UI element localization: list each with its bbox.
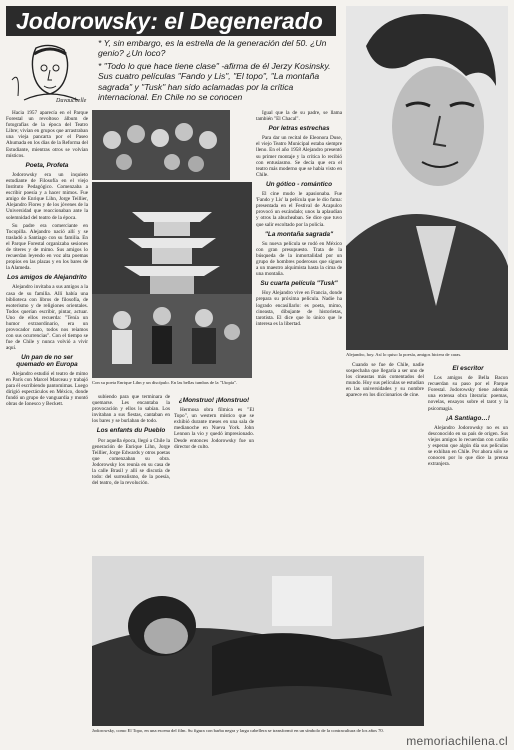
portrait-caption: Alejandro, hoy. Así lo quiso la poesía, amigos hiciera de caras. xyxy=(346,352,462,357)
section-heading: Un pan de no ser quemado en Europa xyxy=(16,354,78,368)
body-paragraph: Cuando se fue de Chile, nadie sospechaba que llegaría a ser uno de los cineastas más comentados del mundo. Hoy sus películas se estudian en las universidades y su nombre aparece en los diccionarios de cine. xyxy=(346,362,424,399)
watermark: memoriachilena.cl xyxy=(406,734,508,748)
text-column-3 xyxy=(256,110,342,552)
pagoda-photo xyxy=(92,182,252,378)
body-paragraph: Jodorowsky era un inquieto estudiante de Filosofía en el viejo Instituto Pedagógico. Comenzaba a escribir poesía y a hacer mimos. Fue amigo de Enrique Lihn, Jorge Teillier, Alejandro Flores y de los jóvenes de la Universidad que reaccionaban ante la solemnidad del teatro de la época. xyxy=(6,171,88,221)
body-paragraph: Alejandro invitaba a sus amigos a la casa de su familia. Allí había una biblioteca con libros de filosofía, de esoterismo y de religiones orientales. Todos querían escribir, pintar, actuar. Uno de ellos recuerda: "Tenía un humor extraordinario, era un provocador nato, todos nos reíamos con sus ocurrencias". Con el tiempo se fue de Chile y nunca volvió a vivir aquí. xyxy=(6,284,88,352)
section-heading: Los amigos de Alejandrito xyxy=(7,274,87,282)
body-paragraph: Alejandro estudió el teatro de mimo en París con Marcel Marceau y trabajó para él escribiendo pantomimas. Luego dirigió espectáculos en México, donde fundó un grupo de vanguardia y montó obras de Ionesco y Beckett. xyxy=(6,370,88,408)
text-column-2a xyxy=(92,394,170,552)
section-heading: Un gótico - romántico xyxy=(265,180,333,188)
section-heading: Por letras estrechas xyxy=(268,125,330,133)
body-paragraph: Por aquella época, llegó a Chile la generación de Enrique Lihn, Jorge Teillier, Jorge Edwards y otros poetas que comenzaban su obra. Jodorowsky los reunía en su casa de la calle Brasil y allí se discutía de todo: del surrealismo, de la poesía, del teatro, de la revolución. xyxy=(92,437,170,487)
body-paragraph: Su nueva película se rodó en México con gran presupuesto. Trata de la búsqueda de la inmortalidad por un grupo de hombres poderosos que siguen a un maestro alquimista hasta la cima de una montaña. xyxy=(256,240,342,278)
body-paragraph: Para dar un recital de Eleonora Duse, el viejo Teatro Municipal estaba siempre lleno. En el año 1958 Alejandro presentó su primer montaje y la crítica lo recibió con entusiasmo. Se decía que era el teatro más moderno que se había visto en Chile. xyxy=(256,135,342,178)
section-heading: El escritor xyxy=(452,365,484,372)
body-paragraph: Hacia 1957 aparecía en el Parque Forestal un revoltoso álbum de fotografías de la época del Teatro Libre; vivían en grupos que arrastraban una vieja pancarta por el Paseo Ahumada en los días de la Reforma del Estudiante, mientras otros se volvían místicos. xyxy=(6,110,88,159)
group-photo xyxy=(92,110,230,180)
body-paragraph: El cine mudo le apasionaba. Fue 'Fando y Lis' la película que le dio fama: presentada en el Festival de Acapulco provocó un escándalo; unos la aplaudían y otros la abucheaban. Se dice que tuvo que salir escoltado por la policía. xyxy=(256,191,342,228)
body-paragraph: Hermosa obra fílmica es "El Topo", un western místico que se exhibió durante meses en una sala de medianoche en Nueva York. John Lennon la vio y quedó impresionado. Desde entonces Jodorowsky fue un director de culto. xyxy=(174,407,254,450)
article-deck xyxy=(98,38,338,108)
section-heading: Poeta, Profeta xyxy=(25,161,69,169)
text-column-1 xyxy=(6,110,88,720)
group-photo-image xyxy=(92,110,230,180)
bottom-photo-caption: Jodorowsky, como El Topo, en una escena del film. Su figura con barba negra y larga cabellera se transformó en un símbolo de la contracultura de los años 70. xyxy=(92,728,384,733)
text-column-4a xyxy=(346,362,424,552)
deck-paragraph: * "Todo lo que hace tiene clase" -afirma de él Jerzy Kosinsky. Sus cuatro películas "Fando y Lis", "El topo", "La montaña sagrada" y "Tusk" han sido aclamadas por la crítica internacional. En Chile no se conocen xyxy=(98,60,331,103)
body-paragraph: Igual que la de su padre, se llama también "El Chacal". xyxy=(256,110,342,123)
section-heading: Los enfants du Pueblo xyxy=(96,427,166,435)
body-paragraph: Hoy Alejandro vive en Francia, donde prepara su próxima película. Nadie ha logrado encasillarlo: es poeta, mimo, cineasta, dibujante de historietas, tarotista. El dice que lo único que le interesa es la libertad. xyxy=(256,290,342,327)
section-heading: Su cuarta película "Tusk" xyxy=(260,280,338,288)
body-paragraph: Alejandro Jodorowsky no es un desconocido en su país de origen. Sus viejos amigos lo recuerdan con cariño y esperan que algún día sus películas se exhiban en Chile. Por ahora sólo se conocen por lo que dice la prensa extranjera. xyxy=(428,424,508,468)
bottom-photo-image xyxy=(92,556,424,726)
text-column-4b xyxy=(428,362,508,738)
portrait-photo xyxy=(346,6,508,350)
portrait-photo-image xyxy=(346,6,508,350)
portrait-sketch xyxy=(6,40,94,108)
body-paragraph: Su padre era comerciante en Tocopilla. Alejandro nació allí y se trasladó a Santiago con su familia. En el Parque Forestal organizaba sesiones de títeres y de mimo. Sus amigos lo recuerdan leyendo en voz alta poemas propios en las plazas y en los bares de la Alameda. xyxy=(6,222,88,272)
section-heading: "La montaña sagrada" xyxy=(264,230,334,238)
sketch-signature: Duvauchelle xyxy=(56,98,87,104)
article-title: Jodorowsky: el Degenerado xyxy=(6,6,336,36)
deck-paragraph: * Y, sin embargo, es la estrella de la generación del 50. ¿Un genio? ¿Un loco? xyxy=(98,38,327,59)
body-paragraph: subiendo para que terminara de quemarse. Les encantaba la provocación y ellos lo sabían. Los invitaban a sus fiestas, cantaban en los bares y se burlaban de todo. xyxy=(92,394,170,425)
section-heading: ¿Monstruo! ¡Monstruo! xyxy=(178,397,250,404)
section-heading: ¡A Santiago…! xyxy=(446,414,490,422)
pagoda-photo-caption: Con su poeta Enrique Lihn y un discípulo. En las bellas tumbas de la "Utopía". xyxy=(92,380,238,385)
bottom-photo xyxy=(92,556,424,726)
pagoda-photo-image xyxy=(92,182,252,378)
body-paragraph: Los amigos de Bella Bacon recuerdan su paso por el Parque Forestal. Jodorowsky tiene además una extensa obra literaria: poemas, novelas, ensayos sobre el tarot y la psicomagia. xyxy=(428,375,508,412)
text-column-3a xyxy=(174,394,254,552)
